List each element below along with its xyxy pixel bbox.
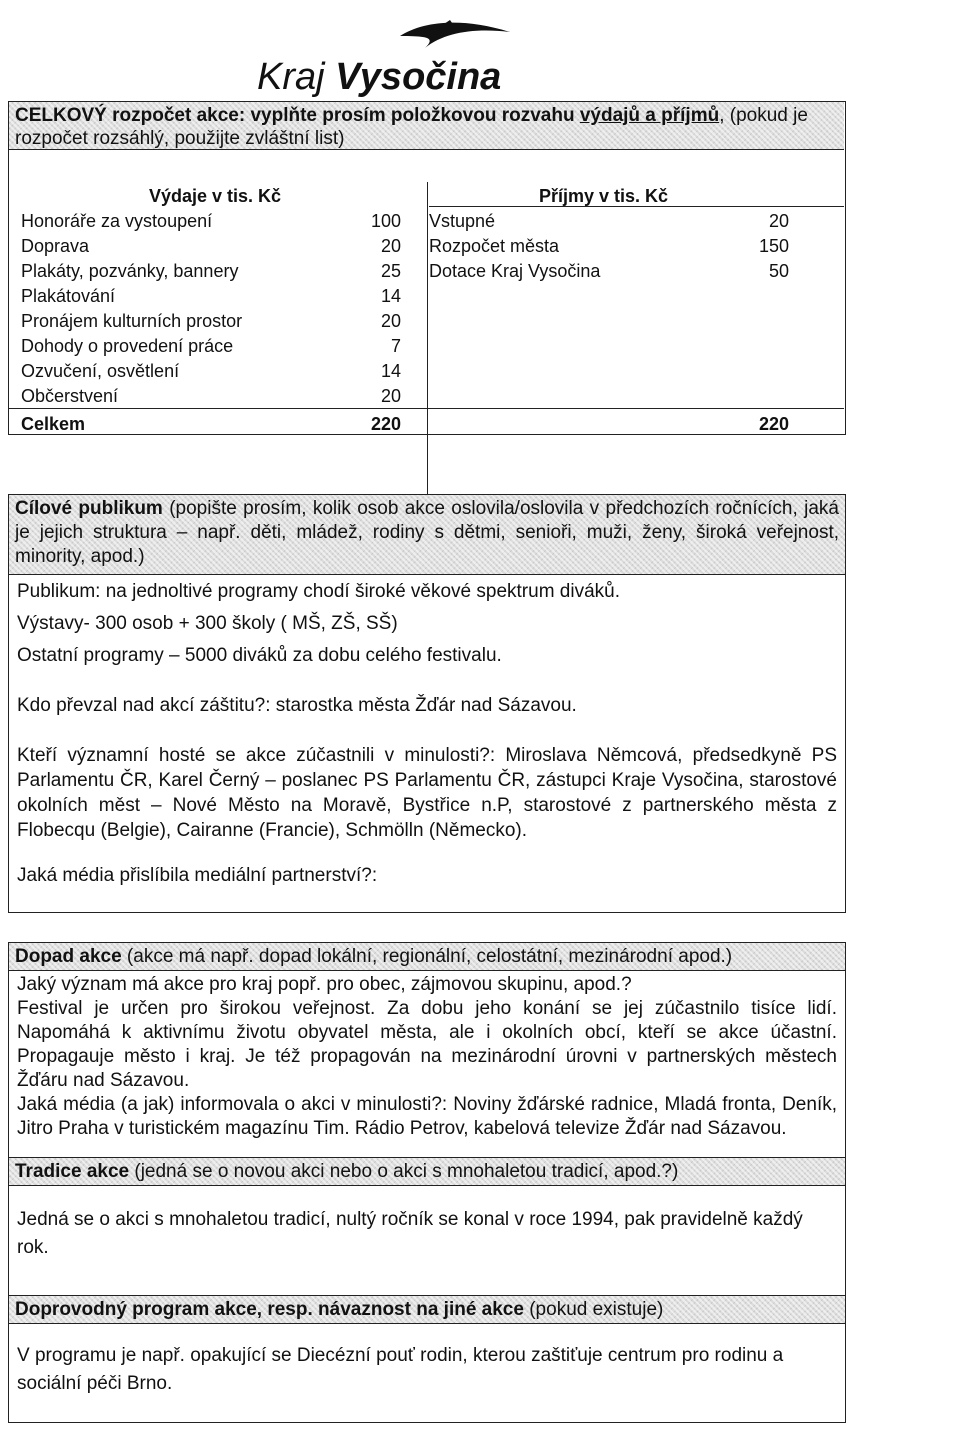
income-row	[429, 260, 789, 282]
total-income: 220	[758, 414, 789, 434]
budget-header-bold: CELKOVÝ rozpočet akce: vyplňte prosím položkovou rozvahu	[15, 105, 575, 126]
column-divider	[427, 182, 428, 508]
logo-text-kraj: Kraj	[257, 56, 325, 98]
expense-value: 14	[380, 361, 401, 381]
expense-value: 100	[370, 211, 401, 231]
impact-answer: Festival je určen pro širokou veřejnost. Za dobu jeho konání se jej zúčastnilo tisíce lidí. Napomáhá k aktivnímu životu obyvatel města, ale i okolních obcí, kteří se akce účastní. Propagauje město i kraj. Je též propagován na mezinárodní úrovni v partnerských městech Žďáru nad Sázavou.	[17, 998, 837, 1091]
guests-text: Kteří významní hosté se akce zúčastnili v minulosti?: Miroslava Němcová, předsedkyně PS Parlamentu ČR, Karel Černý – poslanec PS Parlamentu ČR, zástupci Kraje Vysočina, starostové okolních měst – Nové Město na Moravě, Bystřice n.P, starostové z partnerského města z Flobecqu (Belgie), Cairanne (Francie), Schmölln (Německo).	[17, 745, 837, 841]
audience-content	[8, 574, 846, 913]
expense-value: 20	[380, 311, 401, 331]
expense-row	[21, 285, 401, 307]
expense-label: Plakátování	[21, 286, 116, 306]
tradition-text: Jedná se o akci s mnohaletou tradicí, nultý ročník se konal v roce 1994, pak pravidelně každý rok.	[17, 1209, 803, 1258]
income-label: Dotace Kraj Vysočina	[429, 261, 601, 281]
expense-label: Honoráře za vystoupení	[21, 211, 213, 231]
media-partners-text: Jaká média přislíbila mediální partnerství?:	[17, 865, 378, 886]
impact-content	[8, 970, 846, 1180]
patronage-text: Kdo převzal nad akcí záštitu?: starostka města Žďár nad Sázavou.	[17, 695, 577, 716]
expense-label: Dohody o provedení práce	[21, 336, 234, 356]
audience-line: Výstavy- 300 osob + 300 školy ( MŠ, ZŠ, SŠ)	[17, 613, 398, 634]
expense-label: Pronájem kulturních prostor	[21, 311, 243, 331]
income-title-rule	[429, 206, 844, 207]
kraj-vysocina-logo	[255, 18, 515, 96]
income-label: Vstupné	[429, 211, 496, 231]
expense-value: 14	[380, 286, 401, 306]
income-value: 20	[768, 211, 789, 231]
expense-row	[21, 235, 401, 257]
tradition-section	[8, 1157, 846, 1303]
expense-label: Občerstvení	[21, 386, 119, 406]
total-label: Celkem	[21, 414, 86, 434]
income-value: 50	[768, 261, 789, 281]
budget-header-rest: , (pokud je rozpočet rozsáhlý, použijte zvláštní list)	[15, 105, 808, 149]
audience-header-bold: Cílové publikum	[15, 498, 163, 519]
bird-logo-icon	[395, 18, 515, 58]
impact-question: Jaký význam má akce pro kraj popř. pro obec, zájmovou skupinu, apod.?	[17, 974, 632, 995]
expense-value: 20	[380, 386, 401, 406]
audience-header-rest: (popište prosím, kolik osob akce oslovila/oslovila v předchozích ročnících, jaká je jejich struktura – např. děti, mládež, rodiny s dětmi, senioři, muži, ženy, široká veřejnost, minority, apod.)	[15, 498, 839, 567]
tradition-header-rest: (jedná se o novou akci nebo o akci s mnohaletou tradicí, apod.?)	[129, 1161, 679, 1182]
accompanying-content	[8, 1323, 846, 1423]
audience-header	[8, 494, 846, 574]
audience-line: Publikum: na jednoltivé programy chodí široké věkové spektrum diváků.	[17, 581, 621, 602]
budget-header	[9, 102, 844, 150]
logo-text-vysocina: Vysočina	[335, 56, 502, 98]
accompanying-header	[8, 1295, 846, 1323]
income-value: 150	[758, 236, 789, 256]
expense-row	[21, 385, 401, 407]
expense-label: Doprava	[21, 236, 90, 256]
tradition-header	[8, 1157, 846, 1185]
audience-section	[8, 494, 846, 913]
expense-label: Plakáty, pozvánky, bannery	[21, 261, 239, 281]
expense-row	[21, 210, 401, 232]
total-rule	[9, 408, 844, 409]
total-expenses: 220	[370, 414, 401, 434]
budget-table	[8, 101, 846, 435]
accompanying-header-bold: Doprovodný program akce, resp. návaznost na jiné akce	[15, 1299, 524, 1320]
expense-value: 20	[380, 236, 401, 256]
accompanying-header-rest: (pokud existuje)	[523, 1299, 664, 1320]
accompanying-text: V programu je např. opakující se Diecézní pouť rodin, kterou zaštiťuje centrum pro rodinu a sociální péči Brno.	[17, 1345, 784, 1394]
expense-row	[21, 335, 401, 357]
logo-wordmark	[257, 56, 501, 99]
impact-header	[8, 942, 846, 970]
expense-row	[21, 310, 401, 332]
expense-label: Ozvučení, osvětlení	[21, 361, 180, 381]
income-title: Příjmy v tis. Kč	[539, 186, 669, 206]
impact-media: Jaká média (a jak) informovala o akci v minulosti?: Noviny žďárské radnice, Mladá fronta, Deník, Jitro Praha v turistickém magazínu Tim. Rádio Petrov, kabelová televize Žďár nad Sázavou.	[17, 1094, 837, 1139]
income-row	[429, 235, 789, 257]
tradition-header-bold: Tradice akce	[15, 1161, 130, 1182]
accompanying-section	[8, 1295, 846, 1423]
impact-section	[8, 942, 846, 1180]
income-row	[429, 210, 789, 232]
audience-line: Ostatní programy – 5000 diváků za dobu celého festivalu.	[17, 645, 502, 666]
impact-header-bold: Dopad akce	[15, 946, 122, 967]
expense-row	[21, 360, 401, 382]
income-label: Rozpočet města	[429, 236, 560, 256]
expenses-title: Výdaje v tis. Kč	[149, 186, 282, 206]
tradition-content	[8, 1185, 846, 1303]
impact-header-rest: (akce má např. dopad lokální, regionální, celostátní, mezinárodní apod.)	[121, 946, 733, 967]
expense-value: 25	[380, 261, 401, 281]
expense-row	[21, 260, 401, 282]
expense-value: 7	[390, 336, 401, 356]
budget-header-underlined: výdajů a příjmů	[579, 105, 720, 126]
